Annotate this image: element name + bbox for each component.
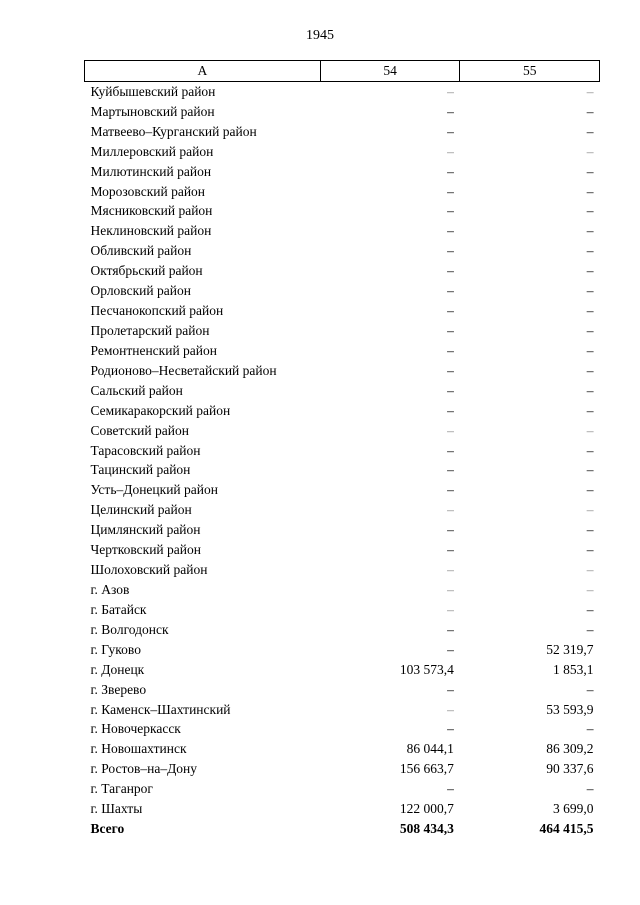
row-name-cell: Орловский район (90, 283, 191, 299)
value-cell-55: – (586, 721, 594, 737)
table-row (85, 162, 600, 182)
row-name-cell: Милютинский район (90, 163, 212, 179)
value-cell-54: – (447, 362, 454, 378)
row-name-cell: Советский район (90, 422, 189, 438)
value-cell-55: – (586, 681, 594, 697)
value-cell-54: – (447, 701, 454, 717)
row-name-cell: г. Шахты (90, 801, 143, 817)
value-cell-54: – (447, 203, 454, 219)
value-cell-55: – (586, 502, 594, 518)
table-row (85, 221, 600, 241)
value-cell-55: – (586, 123, 594, 139)
value-cell-55: – (586, 263, 594, 279)
value-cell-55: 1 853,1 (553, 661, 594, 677)
value-cell-54: – (447, 123, 454, 139)
value-cell-55: – (586, 143, 594, 159)
table-row (85, 620, 600, 640)
value-cell-54: – (447, 83, 454, 99)
table-row (85, 82, 600, 102)
table-header (85, 61, 600, 82)
value-cell-55: – (586, 522, 594, 538)
value-cell-54: 156 663,7 (399, 761, 454, 777)
value-cell-54: – (447, 681, 454, 697)
table-row (85, 301, 600, 321)
table-row (85, 580, 600, 600)
value-cell-55: – (586, 323, 594, 339)
row-name-cell: Тарасовский район (90, 442, 201, 458)
value-cell-55: – (586, 243, 594, 259)
table-row (85, 461, 600, 481)
row-name-cell: Мартыновский район (90, 103, 215, 119)
table-row (85, 540, 600, 560)
row-name-cell: Семикаракорский район (90, 402, 231, 418)
table-row (85, 381, 600, 401)
value-cell-54: – (447, 721, 454, 737)
row-name-cell: Цимлянский район (90, 522, 201, 538)
value-cell-54: – (447, 522, 454, 538)
value-cell-55: 86 309,2 (546, 741, 594, 757)
row-name-cell: г. Таганрог (90, 781, 153, 797)
value-cell-55: – (586, 482, 594, 498)
row-name-cell: Целинский район (90, 502, 192, 518)
row-name-cell: г. Азов (90, 582, 130, 597)
value-cell-54: – (447, 641, 454, 657)
table-row (85, 520, 600, 540)
value-cell-55: 53 593,9 (546, 701, 594, 717)
table-row (85, 142, 600, 162)
value-cell-54: – (447, 462, 454, 478)
row-name-cell: Обливский район (90, 243, 192, 259)
row-name-cell: г. Гуково (90, 641, 141, 657)
value-cell-54: – (447, 283, 454, 299)
row-name-cell: Матвеево–Курганский район (90, 123, 257, 139)
value-cell-54: – (447, 482, 454, 498)
value-cell-54: 508 434,3 (399, 821, 454, 837)
row-name-cell: Куйбышевский район (90, 83, 216, 99)
table-row (85, 361, 600, 381)
header-cell-a: A (85, 61, 321, 82)
value-cell-55: – (586, 781, 594, 797)
row-name-cell: Пролетарский район (90, 323, 210, 339)
row-name-cell: Всего (90, 821, 125, 837)
table-body (85, 82, 600, 840)
value-cell-55: – (586, 542, 594, 558)
value-cell-54: 122 000,7 (399, 801, 454, 817)
table-row (85, 122, 600, 142)
value-cell-54: – (447, 163, 454, 179)
value-cell-55: – (586, 223, 594, 239)
row-name-cell: Миллеровский район (90, 143, 214, 159)
row-name-cell: г. Ростов–на–Дону (90, 761, 198, 777)
table-row (85, 241, 600, 261)
table-row (85, 660, 600, 680)
table-row (85, 720, 600, 740)
table-row (85, 421, 600, 441)
row-name-cell: г. Донецк (90, 661, 145, 677)
row-name-cell: Неклиновский район (90, 223, 212, 239)
table-row (85, 739, 600, 759)
value-cell-54: – (447, 582, 454, 597)
row-name-cell: Шолоховский район (90, 562, 208, 578)
table-row (85, 799, 600, 819)
value-cell-54: – (447, 243, 454, 259)
table-row (85, 321, 600, 341)
value-cell-55: – (586, 422, 594, 438)
value-cell-54: – (447, 323, 454, 339)
table-row (85, 281, 600, 301)
table-row (85, 759, 600, 779)
value-cell-54: – (447, 781, 454, 797)
table-row (85, 401, 600, 421)
row-name-cell: Тацинский район (90, 462, 191, 478)
value-cell-54: 86 044,1 (406, 741, 454, 757)
value-cell-54: – (447, 422, 454, 438)
row-name-cell: Ремонтненский район (90, 342, 217, 358)
value-cell-55: – (586, 283, 594, 299)
value-cell-54: – (447, 183, 454, 199)
value-cell-55: – (586, 83, 594, 99)
value-cell-55: 90 337,6 (546, 761, 594, 777)
value-cell-54: – (447, 601, 454, 617)
table-row (85, 341, 600, 361)
value-cell-55: 464 415,5 (539, 821, 594, 837)
table-row (85, 500, 600, 520)
value-cell-55: – (586, 582, 594, 597)
table-row (85, 480, 600, 500)
value-cell-55: – (586, 183, 594, 199)
table-row (85, 182, 600, 202)
value-cell-55: – (586, 402, 594, 418)
table-row (85, 202, 600, 222)
row-name-cell: Октябрьский район (90, 263, 203, 279)
value-cell-55: – (586, 342, 594, 358)
header-row (85, 61, 600, 82)
value-cell-54: – (447, 223, 454, 239)
value-cell-54: – (447, 621, 454, 637)
row-name-cell: г. Батайск (90, 601, 147, 617)
value-cell-55: – (586, 462, 594, 478)
value-cell-54: – (447, 342, 454, 358)
table-row (85, 700, 600, 720)
value-cell-55: – (586, 442, 594, 458)
value-cell-55: 52 319,7 (546, 641, 594, 657)
value-cell-54: – (447, 143, 454, 159)
value-cell-55: – (586, 163, 594, 179)
row-name-cell: г. Новошахтинск (90, 741, 187, 757)
row-name-cell: Родионово–Несветайский район (90, 362, 277, 378)
row-name-cell: Мясниковский район (90, 203, 213, 219)
header-cell-55: 55 (460, 61, 600, 82)
value-cell-54: – (447, 562, 454, 578)
table-row (85, 102, 600, 122)
value-cell-55: – (586, 382, 594, 398)
value-cell-54: 103 573,4 (399, 661, 454, 677)
table-row (85, 640, 600, 660)
table-row (85, 261, 600, 281)
value-cell-55: – (586, 621, 594, 637)
value-cell-55: – (586, 601, 594, 617)
table-row (85, 600, 600, 620)
value-cell-54: – (447, 103, 454, 119)
row-name-cell: г. Волгодонск (90, 621, 169, 637)
page-number: 1945 (306, 28, 334, 43)
row-name-cell: г. Зверево (90, 681, 147, 697)
header-cell-54: 54 (320, 61, 460, 82)
value-cell-55: – (586, 103, 594, 119)
value-cell-54: – (447, 382, 454, 398)
row-name-cell: Сальский район (90, 382, 183, 398)
value-cell-54: – (447, 263, 454, 279)
value-cell-54: – (447, 502, 454, 518)
table-row (85, 680, 600, 700)
table-row (85, 441, 600, 461)
value-cell-54: – (447, 402, 454, 418)
row-name-cell: Чертковский район (90, 542, 201, 558)
value-cell-55: – (586, 562, 594, 578)
data-table (84, 60, 600, 839)
row-name-cell: г. Новочеркасск (90, 721, 181, 737)
total-row (85, 819, 600, 839)
row-name-cell: г. Каменск–Шахтинский (90, 701, 231, 717)
value-cell-55: – (586, 203, 594, 219)
value-cell-54: – (447, 542, 454, 558)
table-row (85, 560, 600, 580)
row-name-cell: Морозовский район (90, 183, 206, 199)
row-name-cell: Усть–Донецкий район (90, 482, 218, 498)
row-name-cell: Песчанокопский район (90, 303, 224, 319)
value-cell-55: 3 699,0 (553, 801, 594, 817)
value-cell-55: – (586, 303, 594, 319)
value-cell-54: – (447, 442, 454, 458)
value-cell-55: – (586, 362, 594, 378)
table-row (85, 779, 600, 799)
value-cell-54: – (447, 303, 454, 319)
